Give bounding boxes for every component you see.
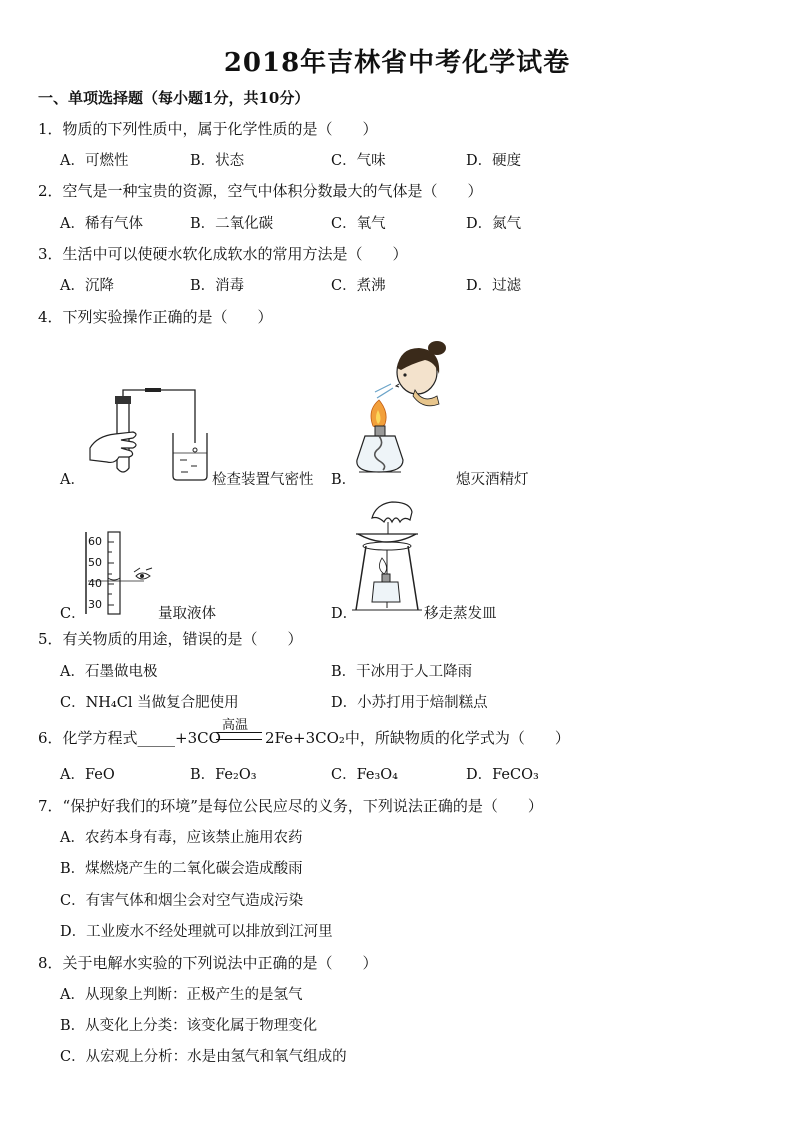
q5-option-a: A．石墨做电极 bbox=[60, 664, 158, 680]
q1-option-c: C．气味 bbox=[331, 153, 386, 169]
question-2-stem: 2．空气是一种宝贵的资源，空气中体积分数最大的气体是（ ） bbox=[38, 182, 483, 200]
q8-option-a: A．从现象上判断：正极产生的是氢气 bbox=[60, 987, 303, 1003]
figure-blowing-lamp bbox=[355, 340, 455, 488]
q4-option-c-caption: 量取液体 bbox=[158, 606, 216, 622]
q4-option-c-letter: C． bbox=[60, 606, 86, 622]
q7-option-a: A．农药本身有毒，应该禁止施用农药 bbox=[60, 830, 303, 846]
cylinder-tick-30: 30 bbox=[88, 598, 102, 611]
q7-option-c: C．有害气体和烟尘会对空气造成污染 bbox=[60, 893, 304, 909]
q7-option-b: B．煤燃烧产生的二氧化碳会造成酸雨 bbox=[60, 861, 303, 877]
cylinder-tick-40: 40 bbox=[88, 577, 102, 590]
q2-option-a: A．稀有气体 bbox=[60, 216, 143, 232]
q1-option-b: B．状态 bbox=[190, 153, 245, 169]
q5-option-d: D．小苏打用于焙制糕点 bbox=[331, 695, 488, 711]
q8-option-c: C．从宏观上分析：水是由氢气和氧气组成的 bbox=[60, 1049, 347, 1065]
q1-option-d: D．硬度 bbox=[466, 153, 522, 169]
q2-option-b: B．二氧化碳 bbox=[190, 216, 274, 232]
q5-option-c: C．NH₄Cl 当做复合肥使用 bbox=[60, 695, 239, 711]
q4-option-a-caption: 检查装置气密性 bbox=[212, 472, 314, 488]
figure-airtightness-check bbox=[85, 388, 210, 483]
q8-option-b: B．从变化上分类：该变化属于物理变化 bbox=[60, 1018, 318, 1034]
equation-equals-sign bbox=[216, 732, 262, 740]
question-5-stem: 5．有关物质的用途，错误的是（ ） bbox=[38, 630, 303, 648]
q4-option-d-caption: 移走蒸发皿 bbox=[424, 606, 497, 622]
q3-option-a: A．沉降 bbox=[60, 278, 114, 294]
q3-option-c: C．煮沸 bbox=[331, 278, 386, 294]
q4-option-a-letter: A． bbox=[60, 472, 85, 488]
q4-option-d-letter: D． bbox=[331, 606, 358, 622]
q6-option-c: C．Fe₃O₄ bbox=[331, 767, 398, 783]
cylinder-tick-60: 60 bbox=[88, 535, 102, 548]
question-6-stem-before: 6．化学方程式_____+3CO bbox=[38, 729, 221, 747]
question-4-stem: 4．下列实验操作正确的是（ ） bbox=[38, 308, 273, 326]
q3-option-d: D．过滤 bbox=[466, 278, 522, 294]
question-8-stem: 8．关于电解水实验的下列说法中正确的是（ ） bbox=[38, 954, 378, 972]
q5-option-b: B．干冰用于人工降雨 bbox=[331, 664, 473, 680]
q6-option-b: B．Fe₂O₃ bbox=[190, 767, 257, 783]
page-title: 2018年吉林省中考化学试卷 bbox=[223, 48, 571, 78]
reaction-condition: 高温 bbox=[222, 718, 249, 733]
cylinder-tick-50: 50 bbox=[88, 556, 102, 569]
q2-option-c: C．氧气 bbox=[331, 216, 386, 232]
q3-option-b: B．消毒 bbox=[190, 278, 245, 294]
section-heading: 一、单项选择题（每小题1分，共10分） bbox=[38, 89, 310, 107]
q2-option-d: D．氮气 bbox=[466, 216, 522, 232]
q4-option-b-letter: B． bbox=[331, 472, 357, 488]
question-6-stem-after: 2Fe+3CO₂中，所缺物质的化学式为（ ） bbox=[265, 729, 570, 747]
q6-option-a: A．FeO bbox=[60, 767, 115, 783]
question-3-stem: 3．生活中可以使硬水软化成软水的常用方法是（ ） bbox=[38, 245, 408, 263]
q6-option-d: D．FeCO₃ bbox=[466, 767, 539, 783]
q7-option-d: D．工业废水不经处理就可以排放到江河里 bbox=[60, 924, 333, 940]
q1-option-a: A．可燃性 bbox=[60, 153, 129, 169]
question-1-stem: 1．物质的下列性质中，属于化学性质的是（ ） bbox=[38, 120, 378, 138]
question-7-stem: 7．“保护好我们的环境”是每位公民应尽的义务，下列说法正确的是（ ） bbox=[38, 797, 543, 815]
figure-evaporating-dish bbox=[352, 498, 422, 616]
q4-option-b-caption: 熄灭酒精灯 bbox=[456, 472, 529, 488]
